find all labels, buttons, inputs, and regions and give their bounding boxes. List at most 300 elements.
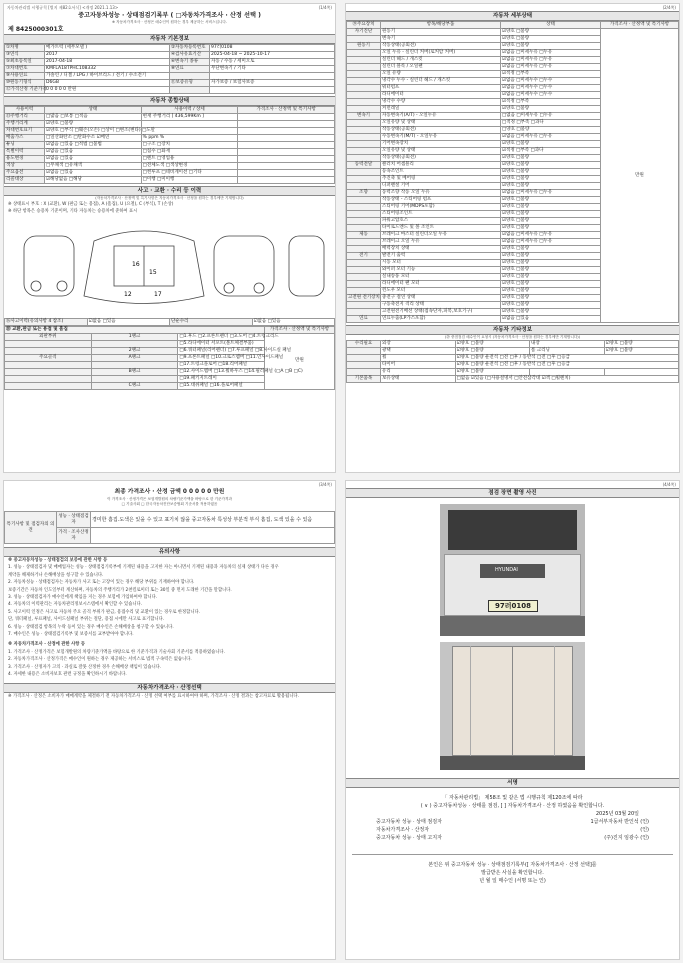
diagram-label-16: 16 — [132, 260, 140, 268]
overall-label: 배출가스 — [5, 135, 45, 142]
detail-col-head: 상태 — [501, 22, 601, 29]
detail-cell: 파워고압호스 — [381, 218, 501, 225]
detail-group — [347, 92, 381, 99]
detail-cell: ☑없음 □미세누수 □누수 — [501, 85, 601, 92]
overall-value — [141, 128, 238, 135]
detail-group — [347, 204, 381, 211]
other-sub: (⑳ 중점점검 매수인이 요청시 (자동차가격조사 · 산정을 원하는 경우에만 기재합니다)) — [444, 335, 581, 339]
panel-cell: C랭크 — [91, 382, 178, 389]
page-3 — [3, 480, 336, 960]
detail-cell: ☑없음 □미세누유 □누유 — [501, 232, 601, 239]
other-row — [347, 355, 679, 362]
other-cell: 외장 — [381, 341, 456, 348]
other-cell — [604, 369, 679, 376]
detail-cell: ☑적정 □부족 — [501, 71, 601, 78]
overall-label: ⑬주행거리 — [5, 114, 45, 121]
select-text: ※ 가격조사 · 산정은 소비자가 매매계약을 체결하기 전 자동차가격조사 · 산정 선택 여부를 표시하여야 하며, 가격조사 · 산정 결과는 참고자료로 활용됩니다. — [8, 693, 299, 699]
special-appraiser: 가격 · 조사산정자 — [57, 528, 91, 544]
overall-value — [141, 121, 238, 128]
detail-cell: 라디에이터 — [381, 92, 501, 99]
panel-cell: A랭크 — [91, 354, 178, 361]
detail-cell: ☑양호 □불량 — [501, 295, 601, 302]
overall-value: ☑양호 □불량 — [45, 121, 142, 128]
overall-col-head: 가격조사 · 산정액 및 특기사항 — [238, 107, 335, 114]
report-note: ※ 자동차가격조사 · 산정은 매수인이 원하는 경우 제공하는 서비스입니다. — [111, 20, 228, 24]
other-table — [346, 340, 679, 383]
detail-cell: 고전원전기배선 상태(접속단자,피복,보호기구) — [381, 309, 501, 316]
detail-cell: 실린더 헤드 / 개스킷 — [381, 57, 501, 64]
basic-header: 자동차 기본정보 — [4, 34, 335, 44]
basic-label — [170, 73, 210, 80]
car-diagram — [4, 216, 337, 316]
other-cell: ☑양호 □불량 운전석 □전 □후 / 동반석 □전 □후 □응급 — [455, 355, 679, 362]
notice-item: 계약을 해제하거나 손해배상을 청구할 수 있습니다. — [8, 572, 104, 578]
signer-row — [376, 826, 649, 834]
detail-group — [347, 176, 381, 183]
confirm-text: 본인은 위 중고자동차 성능 · 상태점검기록부([ 자동차가격조사 · 산정 선택]를 — [428, 862, 597, 868]
detail-group — [347, 141, 381, 148]
overall-value: □침수 □화재 — [141, 149, 238, 156]
detail-group — [347, 211, 381, 218]
basic-row — [5, 59, 335, 66]
panel-table — [4, 326, 335, 390]
detail-group — [347, 197, 381, 204]
car-side-view — [214, 236, 274, 296]
detail-cell: ☑양호 □불량 — [501, 211, 601, 218]
overall-value: □일산화탄소 □탄화수소 ☑매연 — [45, 135, 142, 142]
photo-header: 점검 장면 촬영 사진 — [346, 488, 679, 498]
panel-cell: B랭크 — [91, 368, 178, 375]
special-table — [4, 511, 335, 544]
detail-cell: 연료누출(LP가스포함) — [381, 316, 501, 323]
overall-value: ☑없음 □있음 — [45, 149, 142, 156]
panel-cell — [91, 375, 178, 382]
signer-role: 중고자동차 성능 · 상태 고지자 — [376, 835, 442, 841]
detail-col-head: ⑲주요장치 — [347, 22, 381, 29]
detail-group — [347, 225, 381, 232]
detail-cell: ☑적정 □부족 □과다 — [501, 148, 601, 155]
detail-cell: ☑양호 □불량 — [501, 29, 601, 36]
diagram-label-17: 17 — [154, 290, 162, 298]
notice-1-title: ※ 중고자동차성능 · 상태점검의 보증에 관한 사항 등 — [8, 558, 108, 563]
sign-text-2: ( ∨ ) 중고자동차성능 · 상태를 점검, [ ] 자동차가격조사 · 산정 하였음을 확인합니다. — [420, 803, 605, 809]
basic-value: 2017 — [45, 52, 170, 59]
other-cell: ☑양호 □불량 — [455, 341, 530, 348]
overall-table — [4, 106, 335, 184]
detail-cell: ☑양호 □불량 — [501, 43, 601, 50]
detail-cell: ☑양호 □불량 — [501, 309, 601, 316]
notice-1-list — [4, 564, 335, 638]
detail-cell: 작동상태(공회전) — [381, 127, 501, 134]
panel-cell: □1.후드 □2.프론트펜더 □3.도어 □4.트렁크리드 — [179, 333, 279, 339]
detail-cell: 작동상태(공회전) — [381, 155, 501, 162]
detail-cell: ☑없음 □미세누유 □누유 — [501, 50, 601, 57]
basic-label: ②자동차등록번호 — [170, 45, 210, 52]
basic-row — [5, 66, 335, 73]
detail-group: 변속기 — [347, 113, 381, 120]
basic-row — [5, 45, 335, 52]
other-cell: ☑양호 □불량 — [604, 341, 679, 348]
detail-group — [347, 57, 381, 64]
detail-group — [347, 148, 381, 155]
notice-item: 4. 자동차의 이력관리는 자동차관리정보시스템에서 확인할 수 있습니다. — [8, 602, 143, 608]
detail-cell: ☑양호 □불량 — [501, 253, 601, 260]
other-cell: ☑양호 □불량 — [604, 348, 679, 355]
detail-cell: ☑양호 □불량 — [501, 183, 601, 190]
overall-row — [5, 163, 335, 170]
detail-cell: ☑양호 □불량 — [501, 260, 601, 267]
overall-value: ☑없음 □있음 — [45, 170, 142, 177]
detail-cell: 클러치 어셈블리 — [381, 162, 501, 169]
basic-value: 0 0 0 0 0 만원 — [45, 87, 170, 94]
detail-cell: 배력장치 상태 — [381, 246, 501, 253]
detail-cell: 동력조향 작동 오일 누유 — [381, 190, 501, 197]
detail-group — [347, 71, 381, 78]
detail-cell: ☑양호 □불량 — [501, 288, 601, 295]
overall-value — [238, 142, 335, 149]
overall-value: □전체도색 □색상변경 — [141, 163, 238, 170]
detail-cell: ☑양호 □불량 — [501, 162, 601, 169]
signer-name: (주)진지 임광수 (인) — [604, 835, 649, 841]
overall-value — [238, 135, 335, 142]
overall-value — [238, 114, 335, 121]
detail-group — [347, 64, 381, 71]
detail-group: 원동기 — [347, 43, 381, 50]
signer-list — [346, 818, 679, 842]
overall-row — [5, 135, 335, 142]
overall-row — [5, 114, 335, 121]
notice-2-list — [4, 649, 335, 679]
detail-cell: 등속조인트 — [381, 169, 501, 176]
accident-sub: (자동차가격조사 · 산정액 및 특기사항은 자동차가격조사 · 산정을 원하는 경우에만 기재합니다) — [95, 196, 244, 200]
detail-cell: □적정 □부족 □과다 — [501, 120, 601, 127]
panel-header: ⑱ 교환,판금 또는 용접 및 흠집 — [5, 326, 265, 333]
overall-value: ☑해당없음 □해당 — [45, 177, 142, 184]
page-1 — [3, 3, 336, 473]
sign-header: 서명 — [346, 778, 679, 788]
basic-value — [210, 87, 335, 94]
detail-cell: 오일 누유 - 실린더 커버(로커암 커버) — [381, 50, 501, 57]
detail-cell: ☑없음 □미세누유 □누유 — [501, 239, 601, 246]
detail-cell: 타이로드엔드 및 볼 조인트 — [381, 225, 501, 232]
panel-cell — [5, 375, 92, 382]
notice-item: 4. 자세한 내용은 소비자보호 관련 규정을 확인하시기 바랍니다. — [8, 672, 127, 678]
overall-value: ☑없음 □있음 □적법 □불법 — [45, 142, 142, 149]
overall-value — [238, 149, 335, 156]
detail-cell: 실내송풍 모터 — [381, 274, 501, 281]
panel-cell — [91, 361, 178, 368]
accident-note-1: ※ 상태표시 부호 : X (교환), W (판금 또는 용접), A (흠집), U (요철), C (부식), T (손상) — [8, 202, 174, 207]
basic-label — [170, 87, 210, 94]
detail-group — [347, 99, 381, 106]
detail-cell: 실린더 블록 / 오일팬 — [381, 64, 501, 71]
panel-cell — [5, 340, 92, 347]
detail-cell: ☑양호 □불량 — [501, 141, 601, 148]
detail-row — [347, 29, 679, 36]
detail-group: 고전원 전기장치 — [348, 295, 380, 300]
detail-cell: ☑없음 □미세누유 □누유 — [501, 57, 601, 64]
signer-role: 자동차가격조사 · 산정자 — [376, 827, 430, 833]
detail-col-head: 가격조사 · 산정액 및 특기사항 — [601, 22, 679, 29]
final-price-title: 최종 가격조사 · 산정 금액 0 0 0 0 0 만원 — [114, 489, 225, 495]
detail-group — [347, 169, 381, 176]
other-cell — [347, 369, 381, 376]
basic-row — [5, 87, 335, 94]
detail-cell: 추진축 및 베어링 — [381, 176, 501, 183]
detail-cell: 기어변속장치 — [381, 141, 501, 148]
basic-value: 메가트럭 (세무모델 ) — [45, 45, 170, 52]
other-cell: 유리 — [381, 369, 456, 376]
accident-note-2: ※ 하단 항목은 승용차 기준이며, 기타 자동차는 승용차에 준하여 표시 — [8, 209, 138, 215]
overall-head — [5, 107, 335, 114]
overall-value: □썬루프 □네비게이션 □기타 — [141, 170, 238, 177]
overall-col-head: 사용이력 / 상세 — [141, 107, 238, 114]
other-row — [347, 362, 679, 369]
panel-head — [5, 326, 335, 333]
other-cell — [530, 369, 605, 376]
detail-cell: ☑없음 □미세누유 □누유 — [501, 134, 601, 141]
signer-name: (인) — [640, 827, 649, 833]
report-title: 중고자동차성능 · 상태점검기록부 ( □자동차가격조사 · 산정 선택 ) — [78, 12, 261, 19]
other-header: 자동차 기타정보 — [346, 325, 679, 335]
detail-cell: 수동변속기(M/T) - 오일누유 — [381, 134, 501, 141]
detail-cell: 오일유량 및 상태 — [381, 120, 501, 127]
notice-item: 1. 가격조사 · 산정가격은 보험개발원의 차량기준가액을 바탕으로 한 기준가격과 기술사회 기준서를 적용하였습니다. — [8, 649, 225, 655]
select-header: 자동차가격조사 · 산정선택 — [4, 683, 335, 693]
diagram-label-12: 12 — [124, 290, 132, 298]
detail-cell: 작동상태 - 스티어링 펌프 — [381, 197, 501, 204]
price-sub-1: 이 가격조사 · 산정가격은 보험개발원의 차량기준가액을 바탕으로 한 기준가격과 — [107, 497, 232, 501]
panel-cell — [5, 347, 92, 354]
panel-price: 만원 — [265, 333, 335, 389]
overall-col-head: 상태 — [45, 107, 142, 114]
detail-cell: ☑없음 □미세누수 □누수 — [501, 92, 601, 99]
detail-cell: ☑양호 □불량 — [501, 274, 601, 281]
overall-value — [238, 177, 335, 184]
overall-value — [238, 156, 335, 163]
overall-value: ☑없음 □있음 — [45, 156, 142, 163]
overall-label: 주요옵션 — [5, 170, 45, 177]
panel-cell: □12.사이드멤버 □13.휠하우스 □14.필러패널 (□A □B □C) — [179, 368, 303, 374]
report-number: 제 8425000301호 — [8, 26, 64, 33]
overall-row — [5, 121, 335, 128]
detail-group: 자기진단 — [347, 29, 381, 36]
basic-label: ⑪보증유형 — [170, 80, 210, 87]
detail-cell: 변속기 — [381, 36, 501, 43]
overall-value: ☑양호 □부식 □훼손(오손) □상이 □변조(변타) □도말 — [46, 128, 156, 133]
detail-group — [347, 134, 381, 141]
basic-label: ⑧연료 — [170, 66, 210, 73]
detail-cell: ☑양호 □불량 — [501, 197, 601, 204]
basic-label: ⑤최초등록일 — [5, 59, 45, 66]
notice-header: 유의사항 — [4, 547, 335, 557]
page-number: (3/4쪽) — [318, 482, 332, 487]
panel-cell — [5, 382, 92, 389]
other-cell: ☑양호 □불량 — [455, 348, 530, 355]
basic-value: D6GB — [45, 80, 170, 87]
detail-cell: 스티어링조인트 — [381, 211, 501, 218]
detail-cell: 브레이크 마스터 실린더오일 누유 — [381, 232, 501, 239]
overall-row — [5, 177, 335, 184]
detail-table — [346, 21, 679, 323]
detail-group — [347, 106, 381, 113]
notice-item: 3. 가격조사 · 산정자가 고의 · 과실로 잘못 산정한 경우 손해배상 책임이 있습니다. — [8, 664, 162, 670]
basic-label: ⑥변속기 종류 — [170, 59, 210, 66]
signer-row — [376, 834, 649, 842]
notice-item: 단, 쿼터패널, 루프패널, 사이드실패널 부위는 절단, 용접 시에만 사고로 표기합니다. — [8, 617, 165, 623]
detail-cell: 구동축전지 격리 상태 — [381, 302, 501, 309]
overall-value — [238, 121, 335, 128]
other-cell — [347, 362, 381, 369]
panel-cell: □19.패키지트레이 — [178, 375, 265, 382]
detail-cell: 작동상태(공회전) — [381, 43, 501, 50]
basic-value — [210, 73, 335, 80]
detail-cell: 윈도우 모터 — [381, 288, 501, 295]
buyer-sign-line: 년 월 일 매수인 (서명 또는 인) — [479, 878, 546, 884]
other-cell: ☑양호 □불량 — [455, 369, 530, 376]
basic-row — [5, 73, 335, 80]
detail-group: 조향 — [347, 190, 381, 197]
panel-cell: 외판부위 — [5, 333, 92, 340]
detail-cell: 원동기 — [381, 29, 501, 36]
page-number: (2/4쪽) — [662, 5, 676, 10]
detail-group — [347, 302, 381, 309]
detail-header: 자동차 세부상태 — [346, 11, 679, 21]
basic-label: ③연식 — [5, 52, 45, 59]
detail-cell: ☑적정 □부족 — [501, 99, 601, 106]
detail-group: 제동 — [347, 232, 381, 239]
basic-row — [5, 52, 335, 59]
accident-cell: ☑없음 □있음 — [252, 318, 335, 325]
other-cell: 룸 크리닝 — [530, 348, 605, 355]
panel-cell: □15.대쉬패널 □16.플로어패널 — [178, 382, 265, 389]
truck-windshield — [448, 510, 577, 550]
rear-photo — [440, 642, 585, 770]
cargo-door-seam — [512, 646, 513, 756]
detail-group: 동력전달 — [347, 162, 381, 169]
panel-cell: □9.프론트패널 □10.크로스멤버 □11.인사이드패널 — [179, 354, 284, 360]
detail-cell: 자동변속기(A/T) - 오일누유 — [381, 113, 501, 120]
basic-label: ⑦차대번호 — [5, 66, 45, 73]
detail-cell: 워터펌프 — [381, 85, 501, 92]
special-text: 경미한 흠집.도색은 있을 수 있고 표기치 않을 중고자동차 특성상 부분적 부식 흠집, 도색 있을 수 있음 — [91, 512, 335, 528]
detail-cell: ☑양호 □불량 — [501, 169, 601, 176]
detail-cell: □없음 □미세누유 □누유 — [501, 113, 601, 120]
basic-label: ⑫가격산정 기준가격 — [6, 87, 47, 92]
overall-value: □많음 □보통 □적음 — [45, 114, 142, 121]
basic-value: KMFLA18TPHC108332 — [45, 66, 170, 73]
detail-group — [347, 267, 381, 274]
detail-cell: ☑없음 □미세누유 □누유 — [501, 190, 601, 197]
price-sub-2: □ 기술사회 □ 한국자동차진단보증협회 기준서를 적용하였음 — [121, 502, 218, 506]
notice-item: 3. 성능 · 상태점검자가 매수인에게 책임을 지는 경우 보험에 가입하여야 합니다. — [8, 595, 158, 601]
accident-cell: ☑없음 □있음 — [87, 318, 170, 325]
panel-cell — [5, 361, 92, 368]
detail-col-head: 항목/해당부품 — [381, 22, 501, 29]
detail-group — [347, 281, 381, 288]
truck-ground — [440, 616, 585, 636]
confirm-text-2: 발급받은 사실을 확인합니다. — [481, 870, 544, 876]
detail-cell: ☑양호 □불량 — [501, 267, 601, 274]
detail-cell: ☑양호 □불량 — [501, 204, 601, 211]
page-number: (4/4쪽) — [662, 482, 676, 487]
other-cell: 휠 — [381, 355, 456, 362]
overall-row — [5, 149, 335, 156]
detail-cell: 커먼레일 — [381, 106, 501, 113]
overall-label: 튜닝 — [5, 142, 45, 149]
detail-group: 전기 — [347, 253, 381, 260]
overall-value: □구조 □장치 — [141, 142, 238, 149]
notice-item: 6. 성능 · 상태점검 항목의 누락 등이 있는 경우 매수인은 손해배상을 청구할 수 있습니다. — [8, 624, 174, 630]
detail-head — [347, 22, 679, 29]
other-cell: 보유상태 — [381, 376, 456, 383]
panel-cell: □17.트렁크플로어 □18.리어패널 — [178, 361, 265, 368]
detail-group — [347, 274, 381, 281]
detail-cell: ☑양호 □불량 — [501, 225, 601, 232]
basic-label: ①차명 — [5, 45, 45, 52]
other-cell — [347, 348, 381, 355]
notice-item: 5. 사고이력 인정은 사고로 자동차 주요 골격 부위가 판금, 용접수리 및 교환이 있는 경우로 한정합니다. — [8, 609, 200, 615]
basic-label: ⑩원동기형식 — [5, 80, 45, 87]
panel-row — [5, 333, 335, 340]
basic-row — [5, 80, 335, 87]
detail-group — [347, 260, 381, 267]
detail-cell: ☑양호 □불량 — [501, 155, 601, 162]
accident-table — [4, 318, 335, 326]
overall-value: % ppm % — [141, 135, 238, 142]
detail-cell: □양호 □불량 — [501, 127, 601, 134]
overall-value: 현재 주행거리 [ 436,599Km ] — [141, 114, 238, 121]
signer-role: 중고자동차 성능 · 상태 점검자 — [376, 819, 442, 825]
overall-label: 주행거리계 — [5, 121, 45, 128]
accident-row — [5, 318, 335, 325]
basic-value: 자가보증 / 보험사보증 — [210, 80, 335, 87]
other-cell: 기본품목 — [347, 376, 381, 383]
detail-group — [347, 36, 381, 43]
detail-cell: ☑양호 □불량 — [501, 218, 601, 225]
notice-item: 7. 매수인은 성능 · 상태점검기록부 및 보증서를 교부받아야 합니다. — [8, 632, 134, 638]
signer-row — [376, 818, 649, 826]
other-row — [347, 376, 679, 383]
other-cell: 내장 — [530, 341, 605, 348]
sign-date: 2025년 03월 20일 — [595, 811, 639, 817]
other-cell: 광택 — [381, 348, 456, 355]
overall-row — [5, 156, 335, 163]
panel-price-head: 가격조사 · 산정액 및 특기사항 — [265, 326, 335, 333]
overall-value — [238, 163, 335, 170]
detail-group — [347, 288, 381, 295]
other-cell: 수리필요 — [347, 341, 381, 348]
overall-row — [5, 128, 335, 135]
detail-group — [347, 155, 381, 162]
detail-cell: ☑양호 □불량 — [501, 176, 601, 183]
overall-col-head: 사용이력 — [5, 107, 45, 114]
basic-value: 97러0108 — [210, 45, 335, 52]
overall-value: □이행 □미이행 — [141, 177, 238, 184]
page-2 — [345, 3, 680, 473]
notice-item: 보증기간은 자동차 인도일부터 계산하며, 자동차의 주행거리가 2천킬로미터 또는 30일 중 먼저 도래한 기간을 말합니다. — [8, 587, 232, 593]
detail-cell: 디퍼렌셜 기어 — [381, 183, 501, 190]
other-cell — [347, 355, 381, 362]
detail-cell: ☑양호 □불량 — [501, 106, 601, 113]
overall-value — [238, 170, 335, 177]
detail-cell: ☑양호 □불량 — [501, 36, 601, 43]
special-label: 특기사항 및 점검자의 의견 — [5, 512, 57, 544]
overall-value: □무채색 □유채색 — [45, 163, 142, 170]
other-row — [347, 348, 679, 355]
detail-cell: 발전기 출력 — [381, 253, 501, 260]
detail-group — [347, 246, 381, 253]
